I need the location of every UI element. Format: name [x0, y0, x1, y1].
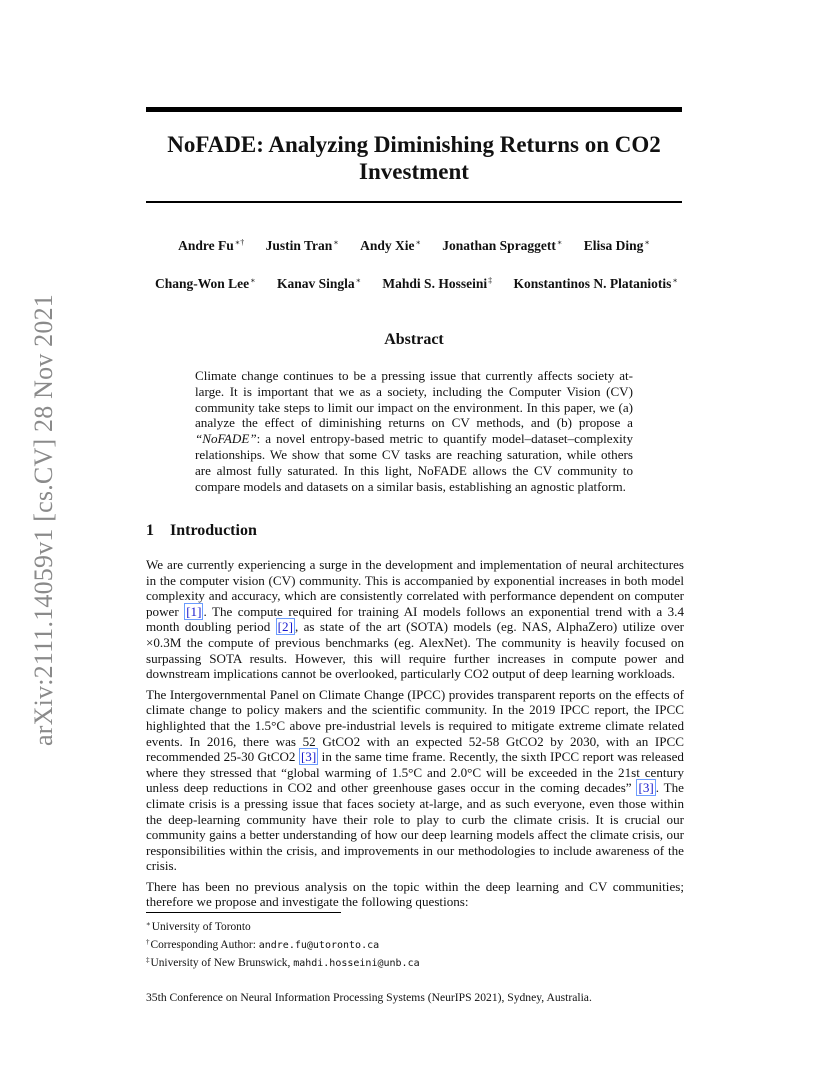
- author-name: Andre Fu: [178, 238, 234, 253]
- author-row-2: [146, 276, 682, 292]
- author: [155, 276, 256, 291]
- author: [513, 276, 677, 291]
- author-affiliation-mark: ∗: [250, 276, 256, 285]
- section-heading: [146, 522, 257, 540]
- author-affiliation-mark: ∗: [644, 238, 650, 247]
- author: [266, 238, 339, 253]
- footnote: [146, 935, 420, 953]
- footnote-mark: †: [146, 938, 150, 946]
- paragraph-text: . The compute required for training AI models follows an exponential trend with a 3.4 month doubling period: [146, 603, 684, 635]
- footnote-text: Corresponding Author:: [150, 939, 259, 951]
- citation-link[interactable]: [2]: [277, 619, 293, 635]
- citation-link[interactable]: [1]: [186, 603, 202, 619]
- paragraph-text: We are currently experiencing a surge in the development and implementation of neural architectures in the computer vision (CV) community. This is accompanied by exponential increases in both model complexity and accuracy, which are consistently correlated with performance dependent on computer power: [146, 557, 684, 619]
- title-line-2: Investment: [359, 159, 469, 184]
- paragraph-text: The Intergovernmental Panel on Climate Change (IPCC) provides transparent reports on the effects of climate change to policy makers and the scientific community. In the 2019 IPCC report, the IPCC highlighted that the 1.5°C above pre-industrial levels is required to mitigate extreme climate related events. In 2016, there was 52 GtCO2 with an expected 52-58 GtCO2 by 2030, with an IPCC recommended 25-30 GtCO2: [146, 686, 684, 765]
- paragraph: [146, 687, 684, 874]
- author-affiliation-mark: ∗: [333, 238, 339, 247]
- footnote-mark: ∗: [146, 920, 151, 928]
- author-name: Kanav Singla: [276, 276, 355, 291]
- abstract-heading: Abstract: [384, 331, 444, 348]
- abstract-text: Climate change continues to be a pressing issue that currently affects society at-large. It is important that we as a society, including the Computer Vision (CV) community take steps to limit our impact on the environment. In this paper, we (a) analyze the effect of diminishing returns on CV methods, and (b) propose a: [195, 368, 633, 431]
- author-name: Andy Xie: [360, 238, 415, 253]
- footnote: [146, 917, 420, 935]
- author-affiliation-mark: ∗†: [234, 238, 245, 247]
- author-email[interactable]: mahdi.hosseini@unb.ca: [293, 958, 420, 969]
- paragraph-text: in the same time frame. Recently, the sixth IPCC report was released where they stressed that “global warming of 1.5°C and 2.0°C will be exceeded in the 21st century unless deep reductions in CO2 and other greenhouse gases occur in the coming decades”: [146, 749, 684, 796]
- footnote-text: University of New Brunswick,: [150, 957, 294, 969]
- paragraph-text: , as state of the art (SOTA) models (eg. NAS, AlphaZero) utilize over ×0.3M the compute of previous benchmarks (eg. AlexNet). The community is heavily focused on surpassing SOTA results. However, this will require further increases in compute power and downstream implications cannot be overlooked, particularly CO2 output of deep learning workloads.: [146, 619, 684, 682]
- author-row-1: [146, 238, 682, 254]
- author-affiliation-mark: ‡: [488, 276, 493, 285]
- author-name: Mahdi S. Hosseini: [382, 276, 488, 291]
- footnote-rule: [146, 912, 341, 913]
- author-affiliation-mark: ∗: [355, 276, 362, 285]
- author-name: Justin Tran: [265, 238, 333, 253]
- footnote: [146, 953, 420, 971]
- arxiv-identifier: arXiv:2111.14059v1 [cs.CV] 28 Nov 2021: [29, 294, 58, 746]
- author-email[interactable]: andre.fu@utoronto.ca: [258, 940, 380, 951]
- citation-link[interactable]: [3]: [300, 749, 317, 765]
- section-body: [146, 557, 684, 915]
- paragraph: There has been no previous analysis on the topic within the deep learning and CV communities; therefore we propose and investigate the following questions:: [146, 878, 684, 910]
- author: [442, 238, 562, 253]
- abstract-text: : a novel entropy-based metric to quantify model–dataset–complexity relationships. We show that some CV tasks are reaching saturation, while others are almost fully saturated. In this light, NoFADE allows the CV community to compare models and datasets on a similar basis, establishing an agnostic platform.: [195, 431, 633, 494]
- paragraph: [146, 557, 684, 682]
- conference-venue: 35th Conference on Neural Information Processing Systems (NeurIPS 2021), Sydney, Australia.: [146, 991, 592, 1004]
- author-name: Elisa Ding: [583, 238, 644, 253]
- footnotes: [146, 917, 420, 971]
- title-bottom-rule: [146, 201, 682, 203]
- author-name: Jonathan Spraggett: [442, 238, 556, 253]
- author-affiliation-mark: ∗: [672, 276, 678, 285]
- section-number: 1: [146, 522, 154, 539]
- author: [178, 238, 244, 253]
- paper-title: [146, 131, 682, 185]
- section-title: Introduction: [170, 522, 257, 539]
- abstract-body: [195, 368, 633, 494]
- author: [584, 238, 650, 253]
- citation-link[interactable]: [3]: [638, 780, 654, 796]
- metric-name: “NoFADE”: [195, 431, 257, 447]
- title-top-rule: [146, 107, 682, 112]
- paragraph-text: . The climate crisis is a pressing issue that faces society at-large, and as such everyone, even those within the deep-learning community have their role to play to curb the climate crisis. It is crucial our community gains a better understanding of how our deep learning models affect the climate crisis, our responsibilities within the crisis, and improvements in our methodologies to include awareness of the crisis.: [146, 780, 684, 874]
- title-line-1: NoFADE: Analyzing Diminishing Returns on CO2: [167, 132, 661, 157]
- author: [360, 238, 421, 253]
- footnote-mark: ‡: [146, 956, 150, 964]
- author-affiliation-mark: ∗: [415, 238, 421, 247]
- author-name: Konstantinos N. Plataniotis: [513, 276, 672, 291]
- author: [382, 276, 492, 291]
- footnote-text: University of Toronto: [151, 921, 251, 933]
- author-name: Chang-Won Lee: [155, 276, 250, 291]
- author: [277, 276, 361, 291]
- author-affiliation-mark: ∗: [556, 238, 563, 247]
